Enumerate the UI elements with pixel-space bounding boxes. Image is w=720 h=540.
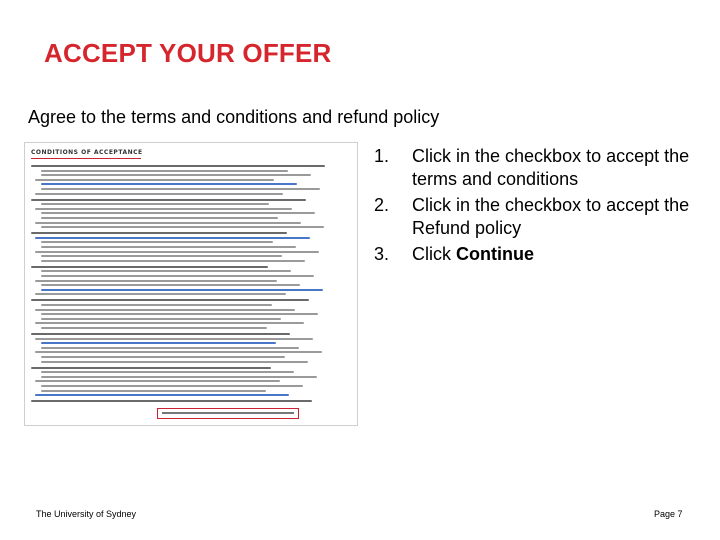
screenshot-text-line bbox=[41, 284, 300, 286]
slide-subtitle: Agree to the terms and conditions and refund policy bbox=[28, 107, 440, 127]
screenshot-text-line bbox=[41, 183, 297, 185]
screenshot-text-line bbox=[41, 361, 308, 363]
screenshot-text-line bbox=[41, 318, 281, 320]
screenshot-text-line bbox=[31, 367, 271, 369]
screenshot-text-line bbox=[41, 226, 324, 228]
screenshot-text-line bbox=[35, 380, 280, 382]
accept-checkbox-label bbox=[162, 412, 294, 414]
step-3 bbox=[374, 243, 704, 266]
screenshot-text-line bbox=[41, 313, 318, 315]
screenshot-text-line bbox=[35, 293, 286, 295]
screenshot-text-line bbox=[31, 299, 309, 301]
screenshot-text-line bbox=[41, 356, 285, 358]
screenshot-text-line bbox=[41, 260, 305, 262]
continue-keyword: Continue bbox=[456, 243, 534, 264]
screenshot-heading-rule bbox=[31, 158, 141, 159]
screenshot-text-line bbox=[41, 371, 294, 373]
step-2 bbox=[374, 194, 704, 241]
screenshot-text-line bbox=[41, 275, 314, 277]
slide-title: ACCEPT YOUR OFFER bbox=[44, 38, 332, 68]
screenshot-text-line bbox=[35, 309, 295, 311]
step-2-number: 2. bbox=[374, 194, 390, 215]
screenshot-text-line bbox=[41, 304, 272, 306]
screenshot-text-line bbox=[31, 199, 306, 201]
screenshot-text-line bbox=[31, 400, 312, 402]
step-1-text: Click in the checkbox to accept the terms and conditions bbox=[412, 146, 690, 190]
screenshot-text-line bbox=[41, 188, 320, 190]
accept-checkbox-row bbox=[157, 408, 299, 419]
screenshot-text-line bbox=[35, 237, 310, 239]
step-3-text: Click bbox=[412, 243, 456, 264]
screenshot-text-line bbox=[31, 266, 268, 268]
screenshot-text-line bbox=[41, 390, 266, 392]
screenshot-text-line bbox=[35, 179, 274, 181]
screenshot-text-line bbox=[35, 193, 283, 195]
screenshot-text-line bbox=[31, 232, 287, 234]
screenshot-text-line bbox=[41, 270, 291, 272]
screenshot-heading: CONDITIONS OF ACCEPTANCE bbox=[31, 149, 143, 156]
screenshot-text-line bbox=[35, 208, 292, 210]
screenshot-text-line bbox=[41, 376, 317, 378]
screenshot-text-line bbox=[35, 351, 322, 353]
screenshot-text-line bbox=[35, 222, 301, 224]
screenshot-text-line bbox=[41, 212, 315, 214]
screenshot-text-line bbox=[41, 246, 296, 248]
step-3-number: 3. bbox=[374, 243, 390, 264]
screenshot-text-line bbox=[41, 347, 299, 349]
screenshot-text-line bbox=[35, 338, 313, 340]
screenshot-text-line bbox=[41, 170, 288, 172]
screenshot-text-line bbox=[41, 241, 273, 243]
screenshot-text-line bbox=[41, 217, 278, 219]
screenshot-text-line bbox=[41, 255, 282, 257]
instruction-steps bbox=[374, 145, 704, 268]
screenshot-text-line bbox=[31, 333, 290, 335]
step-1 bbox=[374, 145, 704, 192]
step-1-number: 1. bbox=[374, 146, 390, 166]
step-2-text: Click in the checkbox to accept the Refund policy bbox=[412, 194, 690, 239]
screenshot-text-line bbox=[35, 251, 319, 253]
terms-conditions-screenshot bbox=[24, 142, 358, 426]
footer-page-number: Page 7 bbox=[654, 509, 683, 519]
screenshot-text-line bbox=[41, 289, 323, 291]
screenshot-text-line bbox=[41, 342, 276, 344]
screenshot-text-line bbox=[41, 327, 267, 329]
screenshot-text-line bbox=[35, 394, 289, 396]
footer-university: The University of Sydney bbox=[36, 509, 137, 519]
screenshot-text-line bbox=[31, 165, 325, 167]
screenshot-text-line bbox=[41, 385, 303, 387]
screenshot-text-line bbox=[35, 280, 277, 282]
screenshot-text-line bbox=[41, 174, 311, 176]
screenshot-text-line bbox=[41, 203, 269, 205]
screenshot-text-line bbox=[35, 322, 304, 324]
